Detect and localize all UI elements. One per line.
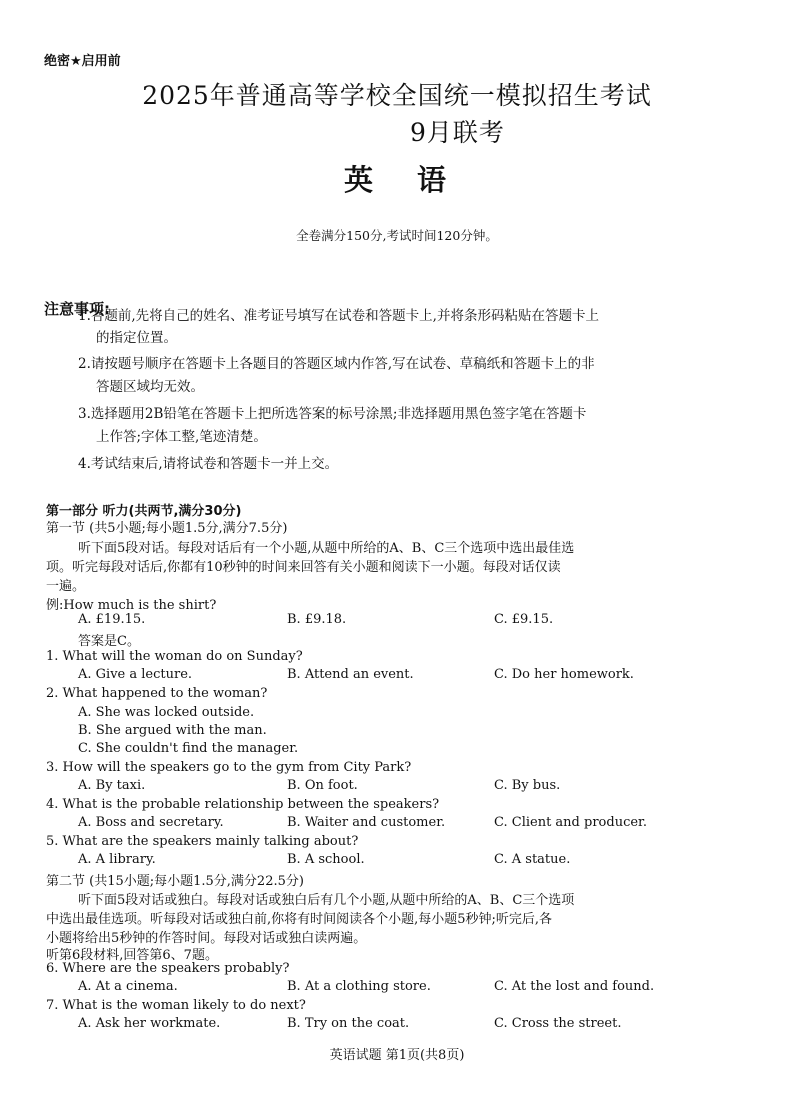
- q5-option-c: C. A statue.: [494, 852, 571, 867]
- confidential-label: 绝密★启用前: [44, 54, 121, 69]
- notice-item-3-cont: 上作答;字体工整,笔迹清楚。: [96, 429, 267, 445]
- q7-option-a: A. Ask her workmate.: [78, 1016, 221, 1031]
- section1-instruction-2: 项。听完每段对话后,你都有10秒钟的时间来回答有关小题和阅读下一小题。每段对话仅读: [46, 560, 561, 575]
- question-1: 1. What will the woman do on Sunday?: [46, 649, 303, 664]
- question-3: 3. How will the speakers go to the gym from City Park?: [46, 760, 412, 775]
- section1-instruction-3: 一遍。: [46, 579, 86, 594]
- notice-item-1-cont: 的指定位置。: [96, 330, 177, 346]
- exam-subtitle: 9月联考: [410, 118, 505, 147]
- section2-instruction-3: 小题将给出5秒钟的作答时间。每段对话或独白读两遍。: [46, 931, 367, 946]
- page-footer: 英语试题 第1页(共8页): [329, 1048, 465, 1063]
- question-7: 7. What is the woman likely to do next?: [46, 998, 306, 1013]
- part1-title: 第一部分 听力(共两节,满分30分): [46, 504, 242, 519]
- q2-option-a: A. She was locked outside.: [78, 705, 255, 720]
- q5-option-b: B. A school.: [287, 852, 365, 867]
- question-2: 2. What happened to the woman?: [46, 686, 268, 701]
- q7-option-b: B. Try on the coat.: [287, 1016, 410, 1031]
- q3-option-a: A. By taxi.: [78, 778, 146, 793]
- section2-instruction-1: 听下面5段对话或独白。每段对话或独白后有几个小题,从题中所给的A、B、C三个选项: [78, 893, 575, 908]
- q4-option-a: A. Boss and secretary.: [78, 815, 224, 830]
- score-info: 全卷满分150分,考试时间120分钟。: [296, 228, 498, 243]
- notice-item-3: 3.选择题用2B铅笔在答题卡上把所选答案的标号涂黑;非选择题用黑色签字笔在答题卡: [78, 406, 587, 422]
- example-question: 例:How much is the shirt?: [46, 598, 217, 613]
- q1-option-c: C. Do her homework.: [494, 667, 634, 682]
- section1-instruction-1: 听下面5段对话。每段对话后有一个小题,从题中所给的A、B、C三个选项中选出最佳选: [78, 541, 575, 556]
- q5-option-a: A. A library.: [78, 852, 156, 867]
- q6-option-c: C. At the lost and found.: [494, 979, 655, 994]
- question-6: 6. Where are the speakers probably?: [46, 961, 290, 976]
- q4-option-c: C. Client and producer.: [494, 815, 647, 830]
- example-option-a: A. £19.15.: [78, 612, 146, 627]
- q3-option-b: B. On foot.: [287, 778, 358, 793]
- question-4: 4. What is the probable relationship between the speakers?: [46, 797, 440, 812]
- q4-option-b: B. Waiter and customer.: [287, 815, 446, 830]
- notice-item-4: 4.考试结束后,请将试卷和答题卡一并上交。: [78, 456, 339, 472]
- question-5: 5. What are the speakers mainly talking about?: [46, 834, 359, 849]
- q2-option-c: C. She couldn't find the manager.: [78, 741, 299, 756]
- q2-option-b: B. She argued with the man.: [78, 723, 267, 738]
- subject-title: 英语: [343, 163, 490, 197]
- section2-title: 第二节 (共15小题;每小题1.5分,满分22.5分): [46, 874, 304, 889]
- material-6-instruction: 听第6段材料,回答第6、7题。: [46, 948, 218, 963]
- notice-item-2: 2.请按题号顺序在答题卡上各题目的答题区域内作答,写在试卷、草稿纸和答题卡上的非: [78, 356, 595, 372]
- example-option-c: C. £9.15.: [494, 612, 554, 627]
- q7-option-c: C. Cross the street.: [494, 1016, 622, 1031]
- q1-option-a: A. Give a lecture.: [78, 667, 193, 682]
- section1-title: 第一节 (共5小题;每小题1.5分,满分7.5分): [46, 521, 288, 536]
- q6-option-b: B. At a clothing store.: [287, 979, 431, 994]
- section2-instruction-2: 中选出最佳选项。听每段对话或独白前,你将有时间阅读各个小题,每小题5秒钟;听完后,各: [46, 912, 553, 927]
- notice-item-1: 1.答题前,先将自己的姓名、准考证号填写在试卷和答题卡上,并将条形码粘贴在答题卡上: [78, 308, 599, 324]
- q6-option-a: A. At a cinema.: [78, 979, 178, 994]
- notice-title: 注意事项:: [44, 300, 110, 318]
- example-option-b: B. £9.18.: [287, 612, 347, 627]
- q3-option-c: C. By bus.: [494, 778, 561, 793]
- example-answer: 答案是C。: [78, 634, 140, 649]
- notice-item-2-cont: 答题区域均无效。: [96, 379, 204, 395]
- exam-title: 2025年普通高等学校全国统一模拟招生考试: [142, 81, 652, 110]
- q1-option-b: B. Attend an event.: [287, 667, 414, 682]
